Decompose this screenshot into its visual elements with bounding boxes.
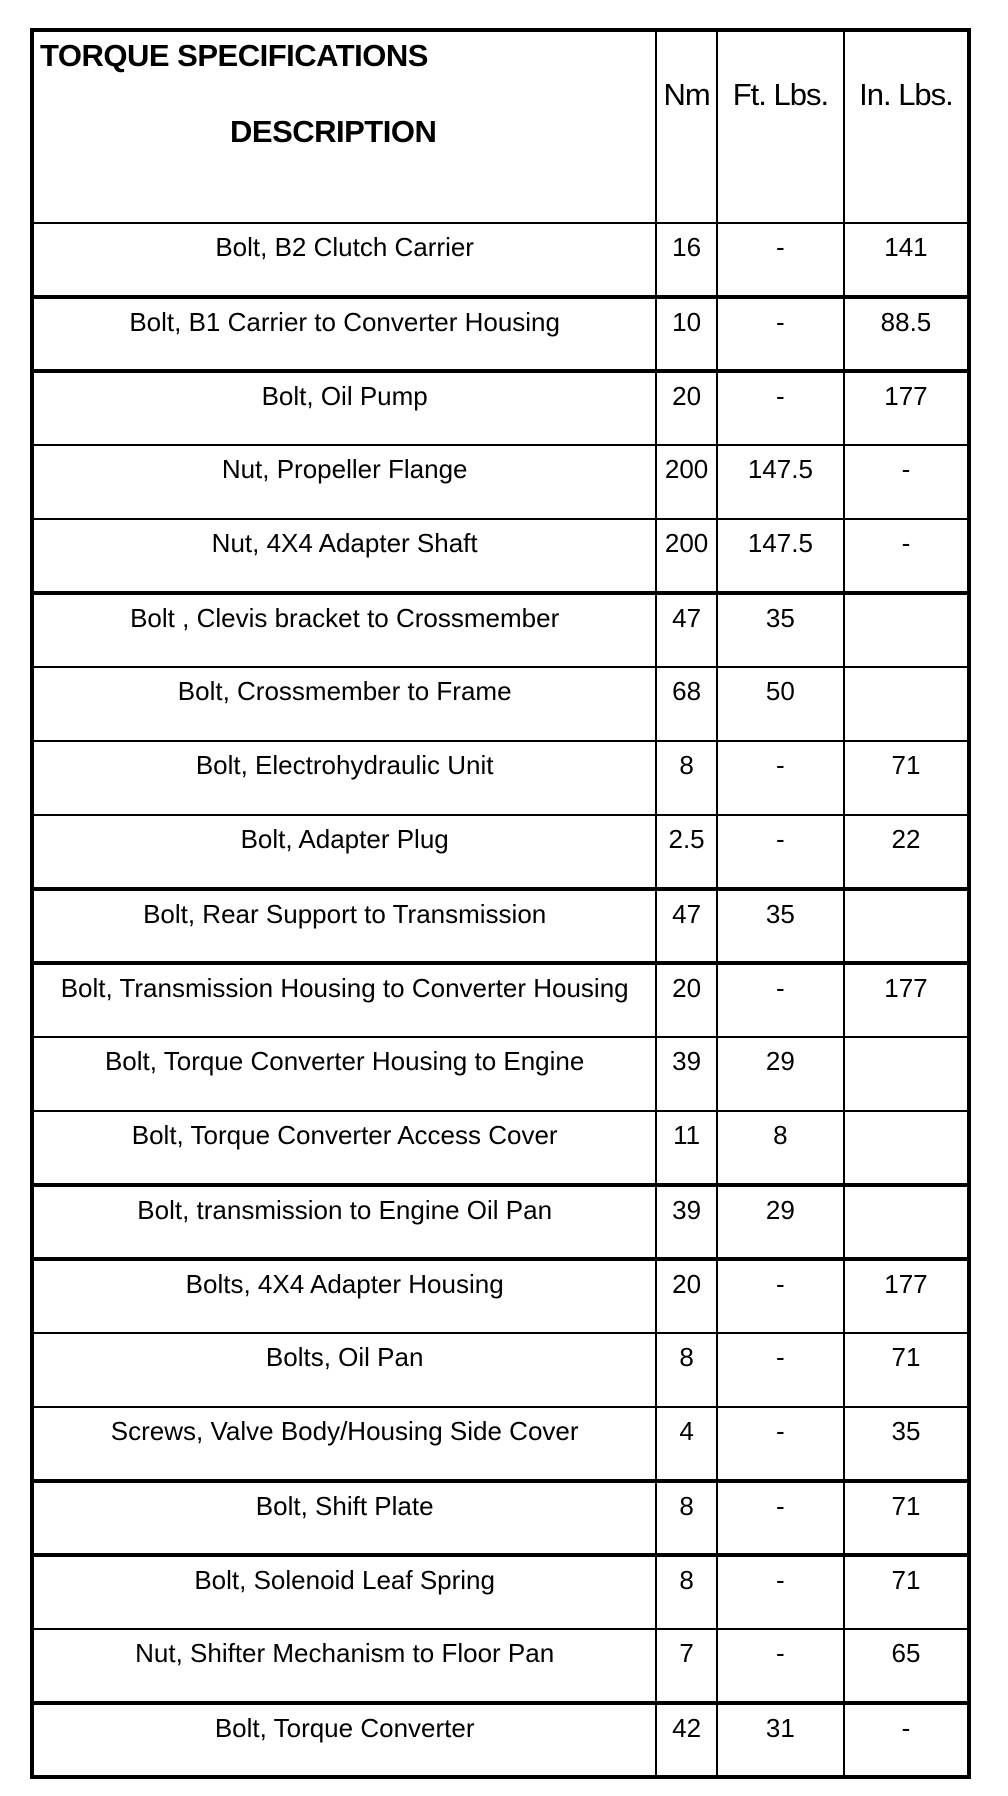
ft-lbs-cell: 147.5 xyxy=(717,445,844,519)
nm-cell: 20 xyxy=(656,1259,717,1333)
nm-cell: 68 xyxy=(656,667,717,741)
nm-cell: 11 xyxy=(656,1111,717,1185)
ft-lbs-cell: - xyxy=(717,1481,844,1555)
description-cell: Bolt, Oil Pump xyxy=(32,371,656,445)
ft-lbs-cell: 31 xyxy=(717,1703,844,1777)
table-row xyxy=(32,1111,969,1185)
nm-cell: 39 xyxy=(656,1037,717,1111)
description-cell: Bolt, Torque Converter xyxy=(32,1703,656,1777)
ft-lbs-cell: - xyxy=(717,1555,844,1629)
table-row xyxy=(32,297,969,371)
ft-lbs-cell: - xyxy=(717,1333,844,1407)
description-cell: Bolt, Torque Converter Housing to Engine xyxy=(32,1037,656,1111)
table-header-row xyxy=(32,30,969,223)
table-row xyxy=(32,223,969,297)
ft-lbs-cell: - xyxy=(717,297,844,371)
description-cell: Bolt, Transmission Housing to Converter Housing xyxy=(32,963,656,1037)
table-row xyxy=(32,593,969,667)
in-lbs-cell xyxy=(844,1185,969,1259)
nm-cell: 8 xyxy=(656,1333,717,1407)
description-cell: Bolt, Rear Support to Transmission xyxy=(32,889,656,963)
in-lbs-cell xyxy=(844,667,969,741)
nm-cell: 8 xyxy=(656,1555,717,1629)
table-row xyxy=(32,1185,969,1259)
in-lbs-cell: 35 xyxy=(844,1407,969,1481)
in-lbs-cell: 177 xyxy=(844,1259,969,1333)
description-cell: Bolt, B2 Clutch Carrier xyxy=(32,223,656,297)
nm-cell: 7 xyxy=(656,1629,717,1703)
description-cell: Bolts, Oil Pan xyxy=(32,1333,656,1407)
ft-lbs-cell: - xyxy=(717,223,844,297)
description-cell: Bolt , Clevis bracket to Crossmember xyxy=(32,593,656,667)
description-cell: Nut, 4X4 Adapter Shaft xyxy=(32,519,656,593)
nm-cell: 2.5 xyxy=(656,815,717,889)
table-row xyxy=(32,1037,969,1111)
nm-cell: 20 xyxy=(656,371,717,445)
description-cell: Bolt, transmission to Engine Oil Pan xyxy=(32,1185,656,1259)
table-row xyxy=(32,371,969,445)
nm-cell: 200 xyxy=(656,445,717,519)
table-title: TORQUE SPECIFICATIONS xyxy=(40,38,428,73)
in-lbs-cell: 22 xyxy=(844,815,969,889)
nm-cell: 39 xyxy=(656,1185,717,1259)
table-row xyxy=(32,1407,969,1481)
nm-cell: 47 xyxy=(656,593,717,667)
in-lbs-cell: - xyxy=(844,445,969,519)
description-column-header: DESCRIPTION xyxy=(230,114,437,149)
in-lbs-cell: - xyxy=(844,519,969,593)
nm-cell: 8 xyxy=(656,741,717,815)
table-row xyxy=(32,963,969,1037)
description-cell: Bolt, Crossmember to Frame xyxy=(32,667,656,741)
table-row xyxy=(32,1259,969,1333)
description-cell: Nut, Propeller Flange xyxy=(32,445,656,519)
nm-cell: 42 xyxy=(656,1703,717,1777)
ft-lbs-cell: - xyxy=(717,1629,844,1703)
ft-lbs-column-header: Ft. Lbs. xyxy=(717,30,844,223)
in-lbs-cell: 88.5 xyxy=(844,297,969,371)
ft-lbs-cell: 29 xyxy=(717,1185,844,1259)
description-cell: Bolts, 4X4 Adapter Housing xyxy=(32,1259,656,1333)
in-lbs-cell xyxy=(844,889,969,963)
ft-lbs-cell: - xyxy=(717,371,844,445)
ft-lbs-cell: 35 xyxy=(717,593,844,667)
description-cell: Nut, Shifter Mechanism to Floor Pan xyxy=(32,1629,656,1703)
torque-spec-table xyxy=(30,28,971,1779)
ft-lbs-cell: - xyxy=(717,815,844,889)
ft-lbs-cell: - xyxy=(717,1259,844,1333)
table-row xyxy=(32,741,969,815)
table-row xyxy=(32,667,969,741)
table-row xyxy=(32,445,969,519)
table-row xyxy=(32,815,969,889)
ft-lbs-cell: - xyxy=(717,963,844,1037)
in-lbs-cell: 71 xyxy=(844,1481,969,1555)
nm-cell: 16 xyxy=(656,223,717,297)
in-lbs-cell: 65 xyxy=(844,1629,969,1703)
in-lbs-cell: 71 xyxy=(844,741,969,815)
in-lbs-cell: 71 xyxy=(844,1333,969,1407)
description-cell: Bolt, B1 Carrier to Converter Housing xyxy=(32,297,656,371)
description-header-cell xyxy=(32,30,656,223)
description-cell: Bolt, Torque Converter Access Cover xyxy=(32,1111,656,1185)
nm-cell: 4 xyxy=(656,1407,717,1481)
description-cell: Bolt, Adapter Plug xyxy=(32,815,656,889)
in-lbs-cell xyxy=(844,1111,969,1185)
table-row xyxy=(32,519,969,593)
ft-lbs-cell: 50 xyxy=(717,667,844,741)
table-row xyxy=(32,1629,969,1703)
in-lbs-column-header: In. Lbs. xyxy=(844,30,969,223)
table-row xyxy=(32,1333,969,1407)
table-row xyxy=(32,889,969,963)
in-lbs-cell xyxy=(844,1037,969,1111)
nm-cell: 47 xyxy=(656,889,717,963)
nm-cell: 200 xyxy=(656,519,717,593)
description-cell: Bolt, Shift Plate xyxy=(32,1481,656,1555)
ft-lbs-cell: 8 xyxy=(717,1111,844,1185)
description-cell: Bolt, Solenoid Leaf Spring xyxy=(32,1555,656,1629)
ft-lbs-cell: 35 xyxy=(717,889,844,963)
table-row xyxy=(32,1481,969,1555)
nm-column-header: Nm xyxy=(656,30,717,223)
in-lbs-cell xyxy=(844,593,969,667)
nm-cell: 8 xyxy=(656,1481,717,1555)
ft-lbs-cell: 29 xyxy=(717,1037,844,1111)
in-lbs-cell: 71 xyxy=(844,1555,969,1629)
ft-lbs-cell: 147.5 xyxy=(717,519,844,593)
in-lbs-cell: 177 xyxy=(844,371,969,445)
ft-lbs-cell: - xyxy=(717,1407,844,1481)
in-lbs-cell: - xyxy=(844,1703,969,1777)
table-body xyxy=(32,223,969,1777)
nm-cell: 20 xyxy=(656,963,717,1037)
table-row xyxy=(32,1703,969,1777)
description-cell: Screws, Valve Body/Housing Side Cover xyxy=(32,1407,656,1481)
description-cell: Bolt, Electrohydraulic Unit xyxy=(32,741,656,815)
ft-lbs-cell: - xyxy=(717,741,844,815)
nm-cell: 10 xyxy=(656,297,717,371)
in-lbs-cell: 141 xyxy=(844,223,969,297)
table-row xyxy=(32,1555,969,1629)
in-lbs-cell: 177 xyxy=(844,963,969,1037)
